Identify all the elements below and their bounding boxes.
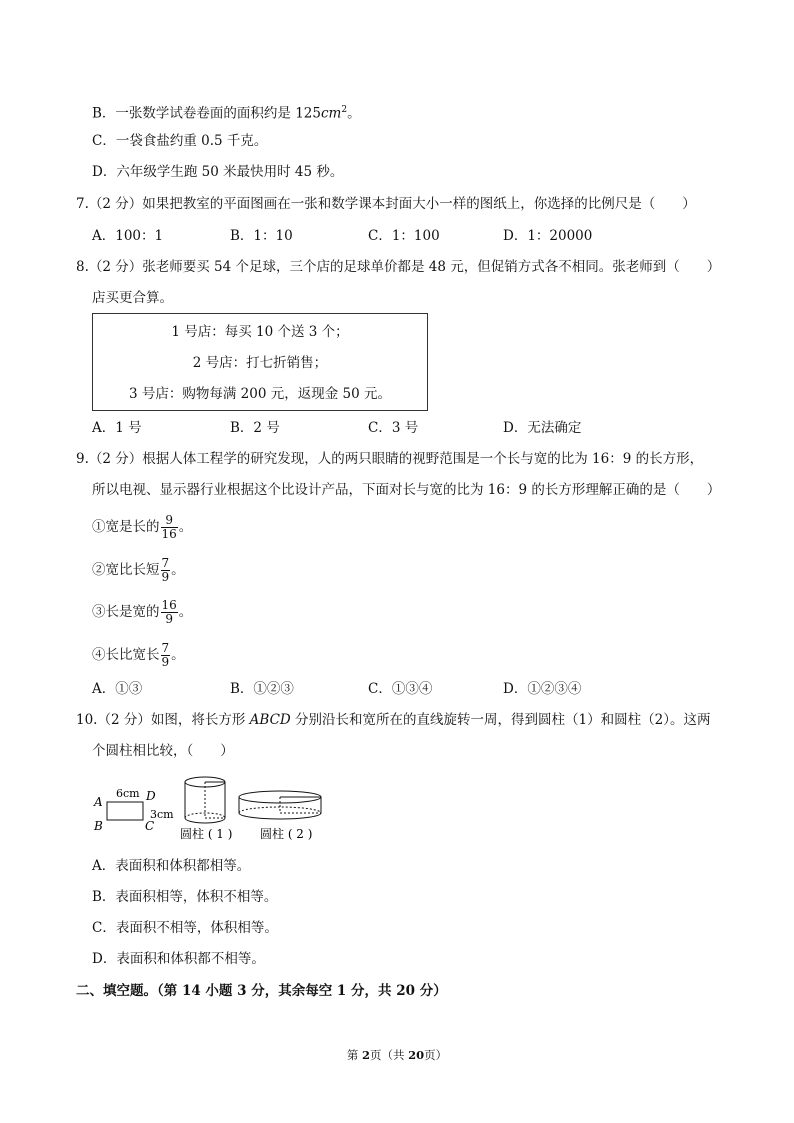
footer-prefix: 第 <box>346 1048 362 1062</box>
q9-statement-1 <box>92 513 192 541</box>
q6-option-c: C．一袋食盐约重 0.5 千克。 <box>92 133 268 149</box>
q7-option-c: C．1：100 <box>368 228 440 244</box>
footer-middle: 页（共 <box>370 1048 409 1062</box>
q8-stem-line2: 店买更合算。 <box>92 290 173 306</box>
q9-statement-4-text: ④长比宽长 <box>92 647 160 663</box>
q7-option-b: B．1：10 <box>230 228 293 244</box>
q10-stem-text-end: 分别沿长和宽所在的直线旋转一周，得到圆柱（1）和圆柱（2）。这两 <box>290 712 711 728</box>
label-a: A <box>94 795 103 809</box>
q9-statement-3-end: 。 <box>178 604 193 620</box>
q9-statement-1-end: 。 <box>178 519 193 535</box>
fraction-denominator: 9 <box>161 655 170 669</box>
label-b: B <box>94 819 103 833</box>
fraction-numerator: 16 <box>161 598 177 612</box>
length-label: 6cm <box>116 787 140 800</box>
q9-statement-4 <box>92 641 185 669</box>
q8-option-d: D．无法确定 <box>503 420 582 436</box>
q6-option-b-end: 。 <box>347 105 361 122</box>
q8-promotion-box <box>92 313 428 411</box>
q8-box-line-3: 3 号店：购物每满 200 元，返现金 50 元。 <box>129 386 391 402</box>
fraction-denominator: 9 <box>161 570 170 584</box>
q9-option-b: B．①②③ <box>230 681 294 697</box>
cylinder-2-label: 圆柱 ( 2 ) <box>260 827 313 841</box>
q8-stem-line1: 8.（2 分）张老师要买 54 个足球，三个店的足球单价都是 48 元，但促销方式各不相同。张老师到（ ） <box>76 259 721 275</box>
q9-stem-line2: 所以电视、显示器行业根据这个比设计产品，下面对长与宽的比为 16：9 的长方形理解正确的是（ ） <box>92 482 721 498</box>
fraction-numerator: 7 <box>161 556 170 570</box>
q9-statement-2 <box>92 556 185 584</box>
q6-option-b-sup: 2 <box>341 105 348 115</box>
q9-statement-2-fraction <box>161 557 171 584</box>
fraction-numerator: 7 <box>161 641 170 655</box>
label-d: D <box>146 789 156 803</box>
q8-box-line-1: 1 号店：每买 10 个送 3 个； <box>171 324 349 340</box>
q10-option-d: D．表面积和体积都不相等。 <box>92 951 265 967</box>
q9-statement-2-end: 。 <box>171 562 185 578</box>
page-footer <box>0 1047 794 1063</box>
width-label: 3cm <box>150 808 174 821</box>
q10-option-b: B．表面积相等，体积不相等。 <box>92 889 278 905</box>
q6-option-d: D．六年级学生跑 50 米最快用时 45 秒。 <box>92 164 344 180</box>
q7-option-a: A．100：1 <box>92 228 164 244</box>
q8-box-line-2: 2 号店：打七折销售； <box>192 355 328 371</box>
q9-statement-2-text: ②宽比长短 <box>92 562 160 578</box>
q10-option-a: A．表面积和体积都相等。 <box>92 858 251 874</box>
q9-statement-3-text: ③长是宽的 <box>92 604 160 620</box>
q10-option-c: C．表面积不相等，体积相等。 <box>92 920 278 936</box>
q7-stem: 7.（2 分）如果把教室的平面图画在一张和数学课本封面大小一样的图纸上，你选择的比例尺是（ ） <box>76 196 696 212</box>
q9-option-a: A．①③ <box>92 681 143 697</box>
page-number: 2 <box>361 1048 370 1062</box>
fraction-denominator: 9 <box>165 612 173 626</box>
cylinder-1-label: 圆柱 ( 1 ) <box>180 827 233 841</box>
q8-option-a: A．1 号 <box>92 420 142 436</box>
q10-stem-line2: 个圆柱相比较，（ ） <box>92 743 234 759</box>
q9-option-d: D．①②③④ <box>503 681 582 697</box>
section-2-heading: 二、填空题。（第 14 小题 3 分，其余每空 1 分，共 20 分） <box>76 983 447 999</box>
fraction-numerator: 9 <box>161 514 178 528</box>
q9-statement-4-fraction <box>161 642 171 669</box>
q9-option-c: C．①③④ <box>368 681 433 697</box>
q10-figure <box>90 772 340 844</box>
q8-option-c: C．3 号 <box>368 420 419 436</box>
q10-stem-line1 <box>76 710 710 730</box>
footer-suffix: 页） <box>424 1048 448 1062</box>
q9-statement-1-text: ①宽是长的 <box>92 519 160 535</box>
q9-statement-3 <box>92 598 192 626</box>
q7-option-d: D．1：20000 <box>503 228 593 244</box>
q8-option-b: B．2 号 <box>230 420 280 436</box>
q9-statement-4-end: 。 <box>171 647 185 663</box>
cylinder-1 <box>185 777 225 823</box>
rectangle-abcd <box>107 802 143 820</box>
fraction-denominator: 16 <box>161 527 177 541</box>
q10-stem-text: 10.（2 分）如图，将长方形 <box>76 712 250 728</box>
q9-statement-3-fraction <box>161 599 178 626</box>
q10-rectangle-name: ABCD <box>249 712 291 728</box>
label-c: C <box>145 819 155 833</box>
q6-option-b-text: B．一张数学试卷卷面的面积约是 125 <box>92 105 321 122</box>
cylinder-2 <box>239 791 321 819</box>
q6-option-b <box>92 100 361 124</box>
q9-statement-1-fraction <box>161 514 178 541</box>
page-total: 20 <box>408 1048 425 1062</box>
q6-option-b-unit: cm <box>320 105 342 122</box>
q9-stem-line1: 9.（2 分）根据人体工程学的研究发现，人的两只眼睛的视野范围是一个长与宽的比为 16：9 的长方形， <box>76 451 704 467</box>
